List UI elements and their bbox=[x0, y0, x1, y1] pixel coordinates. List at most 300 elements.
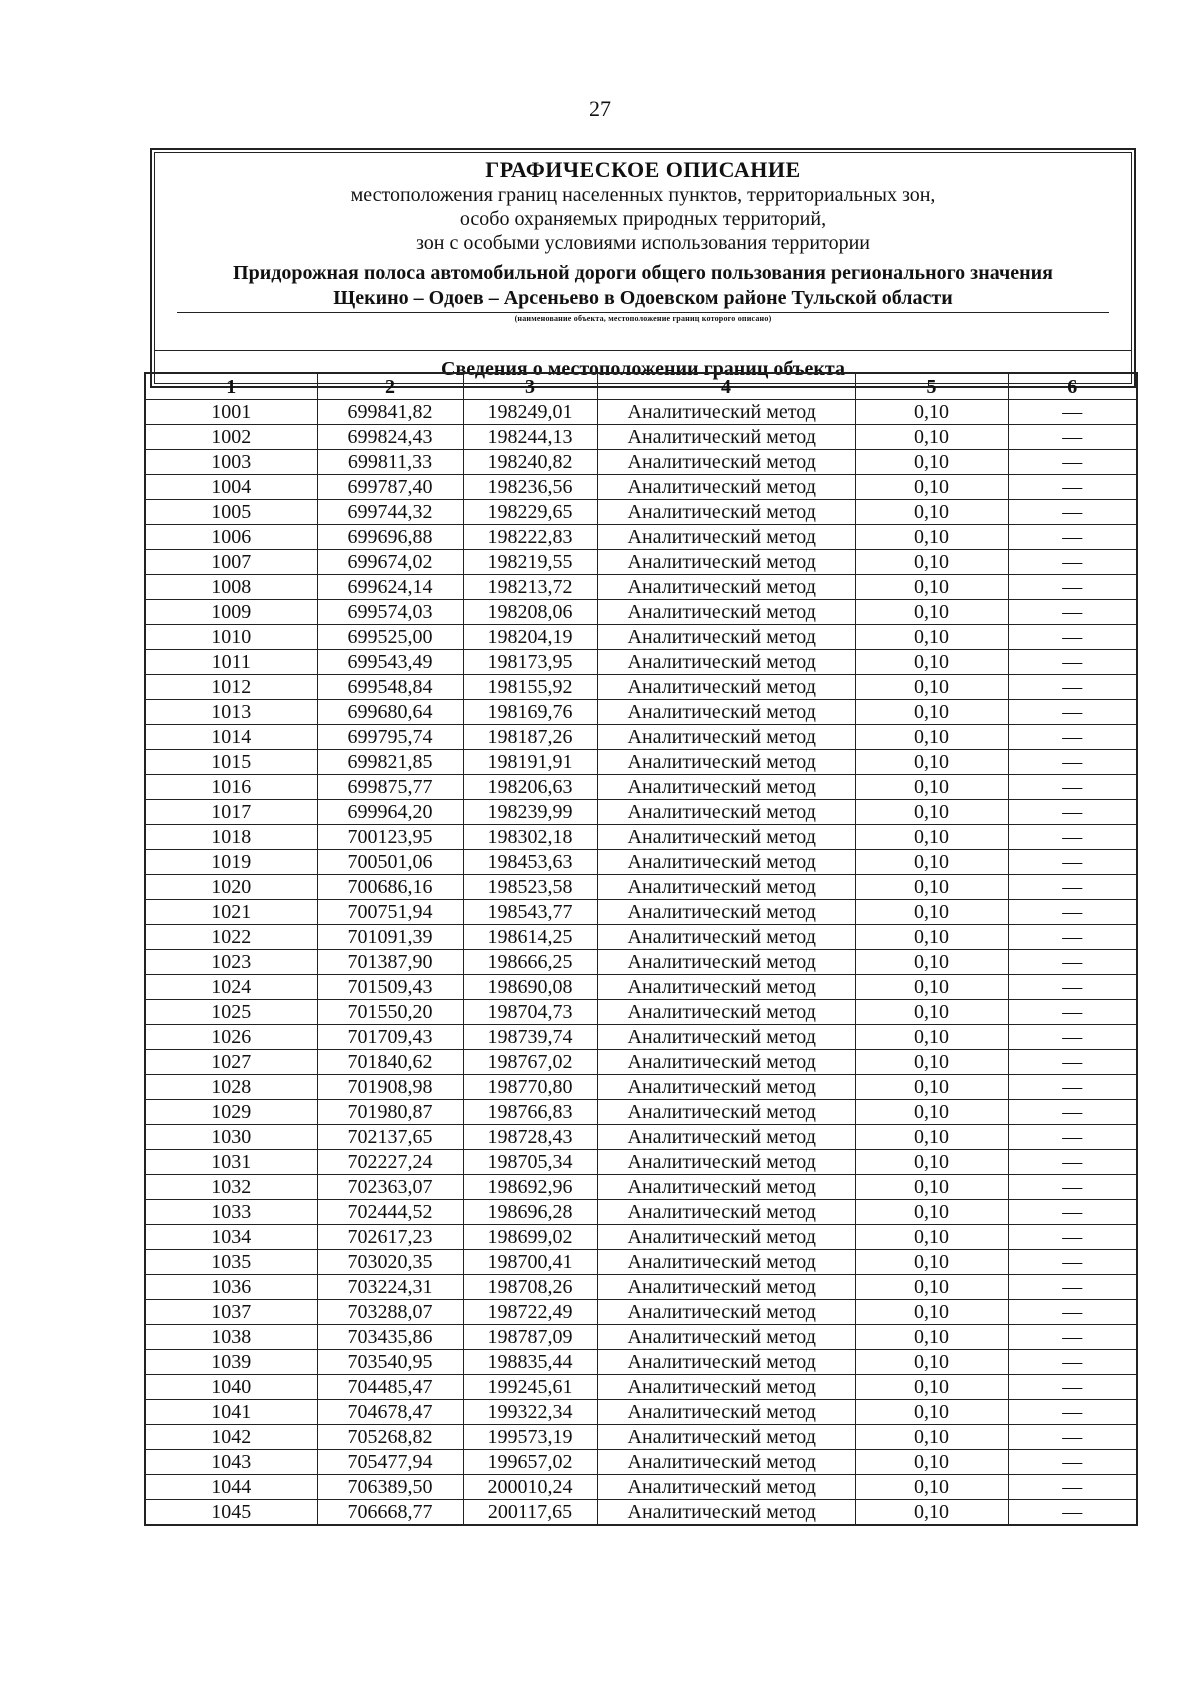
point-number-cell: 1029 bbox=[145, 1100, 317, 1125]
coordinate-y-cell: 198236,56 bbox=[463, 475, 597, 500]
coordinate-y-cell: 198208,06 bbox=[463, 600, 597, 625]
description-cell: — bbox=[1008, 1025, 1137, 1050]
table-row bbox=[145, 450, 1137, 475]
coordinate-x-cell: 699787,40 bbox=[317, 475, 463, 500]
point-number-cell: 1022 bbox=[145, 925, 317, 950]
method-cell: Аналитический метод bbox=[597, 1275, 855, 1300]
method-cell: Аналитический метод bbox=[597, 1375, 855, 1400]
coordinate-y-cell: 198722,49 bbox=[463, 1300, 597, 1325]
coordinate-y-cell: 198543,77 bbox=[463, 900, 597, 925]
table-row bbox=[145, 1500, 1137, 1526]
point-number-cell: 1031 bbox=[145, 1150, 317, 1175]
table-row bbox=[145, 475, 1137, 500]
description-cell: — bbox=[1008, 1300, 1137, 1325]
description-cell: — bbox=[1008, 950, 1137, 975]
description-cell: — bbox=[1008, 750, 1137, 775]
column-header: 1 bbox=[145, 373, 317, 400]
description-cell: — bbox=[1008, 600, 1137, 625]
method-cell: Аналитический метод bbox=[597, 600, 855, 625]
coordinate-y-cell: 199245,61 bbox=[463, 1375, 597, 1400]
description-cell: — bbox=[1008, 1250, 1137, 1275]
table-row bbox=[145, 1425, 1137, 1450]
point-number-cell: 1036 bbox=[145, 1275, 317, 1300]
coordinate-x-cell: 699624,14 bbox=[317, 575, 463, 600]
precision-cell: 0,10 bbox=[855, 525, 1008, 550]
table-row bbox=[145, 575, 1137, 600]
coordinate-x-cell: 701509,43 bbox=[317, 975, 463, 1000]
method-cell: Аналитический метод bbox=[597, 1150, 855, 1175]
method-cell: Аналитический метод bbox=[597, 1350, 855, 1375]
method-cell: Аналитический метод bbox=[597, 500, 855, 525]
method-cell: Аналитический метод bbox=[597, 475, 855, 500]
table-row bbox=[145, 875, 1137, 900]
coordinate-x-cell: 699548,84 bbox=[317, 675, 463, 700]
coordinate-y-cell: 198222,83 bbox=[463, 525, 597, 550]
coordinate-y-cell: 198173,95 bbox=[463, 650, 597, 675]
object-name-caption: (наименование объекта, местоположение границ которого описано) bbox=[514, 314, 772, 323]
coordinate-x-cell: 700686,16 bbox=[317, 875, 463, 900]
coordinate-y-cell: 198206,63 bbox=[463, 775, 597, 800]
point-number-cell: 1040 bbox=[145, 1375, 317, 1400]
document-header-frame bbox=[150, 148, 1136, 388]
method-cell: Аналитический метод bbox=[597, 550, 855, 575]
coordinate-x-cell: 701709,43 bbox=[317, 1025, 463, 1050]
coordinate-x-cell: 703288,07 bbox=[317, 1300, 463, 1325]
precision-cell: 0,10 bbox=[855, 1375, 1008, 1400]
method-cell: Аналитический метод bbox=[597, 1025, 855, 1050]
point-number-cell: 1045 bbox=[145, 1500, 317, 1526]
table-row bbox=[145, 425, 1137, 450]
precision-cell: 0,10 bbox=[855, 450, 1008, 475]
method-cell: Аналитический метод bbox=[597, 1100, 855, 1125]
description-cell: — bbox=[1008, 1000, 1137, 1025]
coordinate-x-cell: 706668,77 bbox=[317, 1500, 463, 1526]
method-cell: Аналитический метод bbox=[597, 650, 855, 675]
coordinate-y-cell: 198767,02 bbox=[463, 1050, 597, 1075]
object-name-line: Щекино – Одоев – Арсеньево в Одоевском районе Тульской области bbox=[333, 287, 953, 309]
description-cell: — bbox=[1008, 975, 1137, 1000]
coordinate-y-cell: 199322,34 bbox=[463, 1400, 597, 1425]
precision-cell: 0,10 bbox=[855, 1025, 1008, 1050]
method-cell: Аналитический метод bbox=[597, 1400, 855, 1425]
point-number-cell: 1005 bbox=[145, 500, 317, 525]
point-number-cell: 1011 bbox=[145, 650, 317, 675]
precision-cell: 0,10 bbox=[855, 800, 1008, 825]
coordinate-x-cell: 700123,95 bbox=[317, 825, 463, 850]
coordinate-x-cell: 700501,06 bbox=[317, 850, 463, 875]
coordinate-y-cell: 198690,08 bbox=[463, 975, 597, 1000]
coordinate-x-cell: 701840,62 bbox=[317, 1050, 463, 1075]
precision-cell: 0,10 bbox=[855, 700, 1008, 725]
coordinate-y-cell: 198244,13 bbox=[463, 425, 597, 450]
coordinate-y-cell: 198728,43 bbox=[463, 1125, 597, 1150]
precision-cell: 0,10 bbox=[855, 975, 1008, 1000]
description-cell: — bbox=[1008, 525, 1137, 550]
column-header: 2 bbox=[317, 373, 463, 400]
point-number-cell: 1042 bbox=[145, 1425, 317, 1450]
description-cell: — bbox=[1008, 1075, 1137, 1100]
coordinate-y-cell: 198229,65 bbox=[463, 500, 597, 525]
object-name-line: Придорожная полоса автомобильной дороги общего пользования регионального значения bbox=[233, 262, 1053, 284]
precision-cell: 0,10 bbox=[855, 650, 1008, 675]
method-cell: Аналитический метод bbox=[597, 625, 855, 650]
coordinate-x-cell: 699680,64 bbox=[317, 700, 463, 725]
description-cell: — bbox=[1008, 625, 1137, 650]
coordinate-x-cell: 703540,95 bbox=[317, 1350, 463, 1375]
coordinate-y-cell: 198302,18 bbox=[463, 825, 597, 850]
point-number-cell: 1035 bbox=[145, 1250, 317, 1275]
coordinate-y-cell: 198240,82 bbox=[463, 450, 597, 475]
precision-cell: 0,10 bbox=[855, 475, 1008, 500]
coordinate-y-cell: 199657,02 bbox=[463, 1450, 597, 1475]
coordinate-y-cell: 198739,74 bbox=[463, 1025, 597, 1050]
method-cell: Аналитический метод bbox=[597, 450, 855, 475]
method-cell: Аналитический метод bbox=[597, 1425, 855, 1450]
point-number-cell: 1026 bbox=[145, 1025, 317, 1050]
method-cell: Аналитический метод bbox=[597, 575, 855, 600]
point-number-cell: 1030 bbox=[145, 1125, 317, 1150]
coordinate-y-cell: 198213,72 bbox=[463, 575, 597, 600]
table-row bbox=[145, 1150, 1137, 1175]
method-cell: Аналитический метод bbox=[597, 1300, 855, 1325]
precision-cell: 0,10 bbox=[855, 500, 1008, 525]
coordinate-y-cell: 198766,83 bbox=[463, 1100, 597, 1125]
description-cell: — bbox=[1008, 775, 1137, 800]
coordinate-y-cell: 198692,96 bbox=[463, 1175, 597, 1200]
description-cell: — bbox=[1008, 925, 1137, 950]
precision-cell: 0,10 bbox=[855, 675, 1008, 700]
coordinate-y-cell: 198700,41 bbox=[463, 1250, 597, 1275]
precision-cell: 0,10 bbox=[855, 1075, 1008, 1100]
subtitle-line: местоположения границ населенных пунктов, территориальных зон, bbox=[350, 184, 936, 206]
description-cell: — bbox=[1008, 1425, 1137, 1450]
description-cell: — bbox=[1008, 800, 1137, 825]
section-title: Сведения о местоположении границ объекта bbox=[155, 350, 1131, 383]
description-cell: — bbox=[1008, 1500, 1137, 1526]
description-cell: — bbox=[1008, 825, 1137, 850]
point-number-cell: 1009 bbox=[145, 600, 317, 625]
point-number-cell: 1043 bbox=[145, 1450, 317, 1475]
precision-cell: 0,10 bbox=[855, 1150, 1008, 1175]
point-number-cell: 1001 bbox=[145, 400, 317, 425]
method-cell: Аналитический метод bbox=[597, 1175, 855, 1200]
coordinate-y-cell: 198219,55 bbox=[463, 550, 597, 575]
table-row bbox=[145, 850, 1137, 875]
coordinate-x-cell: 699525,00 bbox=[317, 625, 463, 650]
precision-cell: 0,10 bbox=[855, 625, 1008, 650]
point-number-cell: 1004 bbox=[145, 475, 317, 500]
precision-cell: 0,10 bbox=[855, 425, 1008, 450]
table-row bbox=[145, 1250, 1137, 1275]
page-number: 27 bbox=[589, 96, 611, 121]
precision-cell: 0,10 bbox=[855, 600, 1008, 625]
method-cell: Аналитический метод bbox=[597, 950, 855, 975]
point-number-cell: 1015 bbox=[145, 750, 317, 775]
description-cell: — bbox=[1008, 675, 1137, 700]
coordinate-x-cell: 702617,23 bbox=[317, 1225, 463, 1250]
description-cell: — bbox=[1008, 1050, 1137, 1075]
method-cell: Аналитический метод bbox=[597, 400, 855, 425]
precision-cell: 0,10 bbox=[855, 1325, 1008, 1350]
description-cell: — bbox=[1008, 1375, 1137, 1400]
table-row bbox=[145, 1200, 1137, 1225]
coordinate-y-cell: 198708,26 bbox=[463, 1275, 597, 1300]
method-cell: Аналитический метод bbox=[597, 425, 855, 450]
description-cell: — bbox=[1008, 450, 1137, 475]
table-row bbox=[145, 1400, 1137, 1425]
subtitle-line: особо охраняемых природных территорий, bbox=[459, 208, 827, 230]
table-row bbox=[145, 1175, 1137, 1200]
precision-cell: 0,10 bbox=[855, 825, 1008, 850]
coordinate-x-cell: 699543,49 bbox=[317, 650, 463, 675]
point-number-cell: 1037 bbox=[145, 1300, 317, 1325]
column-header: 5 bbox=[855, 373, 1008, 400]
coordinate-x-cell: 699811,33 bbox=[317, 450, 463, 475]
point-number-cell: 1020 bbox=[145, 875, 317, 900]
description-cell: — bbox=[1008, 1150, 1137, 1175]
precision-cell: 0,10 bbox=[855, 875, 1008, 900]
table-row bbox=[145, 600, 1137, 625]
precision-cell: 0,10 bbox=[855, 1275, 1008, 1300]
method-cell: Аналитический метод bbox=[597, 900, 855, 925]
coordinate-x-cell: 699964,20 bbox=[317, 800, 463, 825]
description-cell: — bbox=[1008, 425, 1137, 450]
table-row bbox=[145, 1000, 1137, 1025]
coordinate-x-cell: 701387,90 bbox=[317, 950, 463, 975]
coordinate-x-cell: 703224,31 bbox=[317, 1275, 463, 1300]
table-row bbox=[145, 800, 1137, 825]
precision-cell: 0,10 bbox=[855, 1100, 1008, 1125]
description-cell: — bbox=[1008, 400, 1137, 425]
coordinate-x-cell: 699824,43 bbox=[317, 425, 463, 450]
coordinate-y-cell: 198155,92 bbox=[463, 675, 597, 700]
coordinate-y-cell: 198787,09 bbox=[463, 1325, 597, 1350]
coordinate-x-cell: 699674,02 bbox=[317, 550, 463, 575]
table-row bbox=[145, 1100, 1137, 1125]
table-row bbox=[145, 1450, 1137, 1475]
table-row bbox=[145, 950, 1137, 975]
table-body bbox=[145, 400, 1137, 1526]
column-header: 3 bbox=[463, 373, 597, 400]
coordinate-y-cell: 198705,34 bbox=[463, 1150, 597, 1175]
table-row bbox=[145, 525, 1137, 550]
point-number-cell: 1033 bbox=[145, 1200, 317, 1225]
coordinate-x-cell: 703020,35 bbox=[317, 1250, 463, 1275]
subtitle-line: зон с особыми условиями использования территории bbox=[415, 232, 871, 254]
precision-cell: 0,10 bbox=[855, 1125, 1008, 1150]
method-cell: Аналитический метод bbox=[597, 925, 855, 950]
coordinate-x-cell: 702444,52 bbox=[317, 1200, 463, 1225]
coordinate-y-cell: 198699,02 bbox=[463, 1225, 597, 1250]
point-number-cell: 1044 bbox=[145, 1475, 317, 1500]
description-cell: — bbox=[1008, 1350, 1137, 1375]
coordinate-x-cell: 701908,98 bbox=[317, 1075, 463, 1100]
coordinate-x-cell: 701980,87 bbox=[317, 1100, 463, 1125]
coordinate-y-cell: 198614,25 bbox=[463, 925, 597, 950]
method-cell: Аналитический метод bbox=[597, 775, 855, 800]
description-cell: — bbox=[1008, 475, 1137, 500]
point-number-cell: 1034 bbox=[145, 1225, 317, 1250]
coordinate-x-cell: 702227,24 bbox=[317, 1150, 463, 1175]
method-cell: Аналитический метод bbox=[597, 1325, 855, 1350]
coordinate-x-cell: 706389,50 bbox=[317, 1475, 463, 1500]
point-number-cell: 1006 bbox=[145, 525, 317, 550]
point-number-cell: 1008 bbox=[145, 575, 317, 600]
description-cell: — bbox=[1008, 1225, 1137, 1250]
precision-cell: 0,10 bbox=[855, 1400, 1008, 1425]
coordinate-y-cell: 198249,01 bbox=[463, 400, 597, 425]
point-number-cell: 1024 bbox=[145, 975, 317, 1000]
method-cell: Аналитический метод bbox=[597, 875, 855, 900]
coordinate-x-cell: 699875,77 bbox=[317, 775, 463, 800]
precision-cell: 0,10 bbox=[855, 1425, 1008, 1450]
coordinate-x-cell: 705268,82 bbox=[317, 1425, 463, 1450]
coordinate-y-cell: 198835,44 bbox=[463, 1350, 597, 1375]
description-cell: — bbox=[1008, 850, 1137, 875]
coordinate-x-cell: 699574,03 bbox=[317, 600, 463, 625]
precision-cell: 0,10 bbox=[855, 725, 1008, 750]
coordinate-x-cell: 699841,82 bbox=[317, 400, 463, 425]
coordinate-y-cell: 198453,63 bbox=[463, 850, 597, 875]
table-row bbox=[145, 675, 1137, 700]
table-row bbox=[145, 650, 1137, 675]
point-number-cell: 1014 bbox=[145, 725, 317, 750]
method-cell: Аналитический метод bbox=[597, 975, 855, 1000]
description-cell: — bbox=[1008, 1100, 1137, 1125]
coordinate-x-cell: 705477,94 bbox=[317, 1450, 463, 1475]
table-row bbox=[145, 1075, 1137, 1100]
point-number-cell: 1038 bbox=[145, 1325, 317, 1350]
coordinate-y-cell: 198204,19 bbox=[463, 625, 597, 650]
table-row bbox=[145, 550, 1137, 575]
coordinate-x-cell: 704678,47 bbox=[317, 1400, 463, 1425]
coordinate-x-cell: 699821,85 bbox=[317, 750, 463, 775]
description-cell: — bbox=[1008, 1125, 1137, 1150]
coordinate-y-cell: 198191,91 bbox=[463, 750, 597, 775]
description-cell: — bbox=[1008, 1175, 1137, 1200]
document-header bbox=[155, 153, 1131, 324]
point-number-cell: 1027 bbox=[145, 1050, 317, 1075]
method-cell: Аналитический метод bbox=[597, 1475, 855, 1500]
coordinate-x-cell: 702137,65 bbox=[317, 1125, 463, 1150]
method-cell: Аналитический метод bbox=[597, 1075, 855, 1100]
table-row bbox=[145, 725, 1137, 750]
method-cell: Аналитический метод bbox=[597, 725, 855, 750]
description-cell: — bbox=[1008, 1475, 1137, 1500]
point-number-cell: 1023 bbox=[145, 950, 317, 975]
precision-cell: 0,10 bbox=[855, 1250, 1008, 1275]
precision-cell: 0,10 bbox=[855, 850, 1008, 875]
coordinate-y-cell: 198523,58 bbox=[463, 875, 597, 900]
point-number-cell: 1028 bbox=[145, 1075, 317, 1100]
precision-cell: 0,10 bbox=[855, 950, 1008, 975]
column-header: 6 bbox=[1008, 373, 1137, 400]
description-cell: — bbox=[1008, 700, 1137, 725]
precision-cell: 0,10 bbox=[855, 1450, 1008, 1475]
coordinate-x-cell: 699696,88 bbox=[317, 525, 463, 550]
table-row bbox=[145, 775, 1137, 800]
table-row bbox=[145, 925, 1137, 950]
precision-cell: 0,10 bbox=[855, 1225, 1008, 1250]
table-header-row bbox=[145, 373, 1137, 400]
precision-cell: 0,10 bbox=[855, 775, 1008, 800]
table-row bbox=[145, 900, 1137, 925]
precision-cell: 0,10 bbox=[855, 1300, 1008, 1325]
coordinate-x-cell: 703435,86 bbox=[317, 1325, 463, 1350]
precision-cell: 0,10 bbox=[855, 550, 1008, 575]
document-title: ГРАФИЧЕСКОЕ ОПИСАНИЕ bbox=[485, 157, 801, 182]
table-row bbox=[145, 750, 1137, 775]
precision-cell: 0,10 bbox=[855, 1050, 1008, 1075]
precision-cell: 0,10 bbox=[855, 575, 1008, 600]
description-cell: — bbox=[1008, 725, 1137, 750]
coordinate-x-cell: 702363,07 bbox=[317, 1175, 463, 1200]
coordinate-y-cell: 200117,65 bbox=[463, 1500, 597, 1526]
method-cell: Аналитический метод bbox=[597, 800, 855, 825]
coordinate-y-cell: 198169,76 bbox=[463, 700, 597, 725]
table-row bbox=[145, 1300, 1137, 1325]
method-cell: Аналитический метод bbox=[597, 850, 855, 875]
coordinates-table bbox=[144, 372, 1138, 1526]
method-cell: Аналитический метод bbox=[597, 750, 855, 775]
point-number-cell: 1017 bbox=[145, 800, 317, 825]
coordinate-x-cell: 699744,32 bbox=[317, 500, 463, 525]
method-cell: Аналитический метод bbox=[597, 525, 855, 550]
point-number-cell: 1039 bbox=[145, 1350, 317, 1375]
description-cell: — bbox=[1008, 875, 1137, 900]
method-cell: Аналитический метод bbox=[597, 1450, 855, 1475]
method-cell: Аналитический метод bbox=[597, 1050, 855, 1075]
point-number-cell: 1018 bbox=[145, 825, 317, 850]
object-name bbox=[155, 261, 1131, 311]
description-cell: — bbox=[1008, 1200, 1137, 1225]
method-cell: Аналитический метод bbox=[597, 1200, 855, 1225]
point-number-cell: 1012 bbox=[145, 675, 317, 700]
description-cell: — bbox=[1008, 1400, 1137, 1425]
method-cell: Аналитический метод bbox=[597, 1250, 855, 1275]
point-number-cell: 1021 bbox=[145, 900, 317, 925]
coordinate-x-cell: 701550,20 bbox=[317, 1000, 463, 1025]
description-cell: — bbox=[1008, 550, 1137, 575]
point-number-cell: 1010 bbox=[145, 625, 317, 650]
point-number-cell: 1041 bbox=[145, 1400, 317, 1425]
coordinate-y-cell: 198696,28 bbox=[463, 1200, 597, 1225]
table-row bbox=[145, 400, 1137, 425]
precision-cell: 0,10 bbox=[855, 925, 1008, 950]
precision-cell: 0,10 bbox=[855, 1475, 1008, 1500]
method-cell: Аналитический метод bbox=[597, 1500, 855, 1526]
coordinate-y-cell: 198770,80 bbox=[463, 1075, 597, 1100]
coordinate-x-cell: 699795,74 bbox=[317, 725, 463, 750]
description-cell: — bbox=[1008, 1275, 1137, 1300]
precision-cell: 0,10 bbox=[855, 1000, 1008, 1025]
description-cell: — bbox=[1008, 500, 1137, 525]
coordinate-y-cell: 199573,19 bbox=[463, 1425, 597, 1450]
point-number-cell: 1032 bbox=[145, 1175, 317, 1200]
precision-cell: 0,10 bbox=[855, 400, 1008, 425]
method-cell: Аналитический метод bbox=[597, 700, 855, 725]
description-cell: — bbox=[1008, 575, 1137, 600]
method-cell: Аналитический метод bbox=[597, 1000, 855, 1025]
table-row bbox=[145, 1225, 1137, 1250]
point-number-cell: 1002 bbox=[145, 425, 317, 450]
precision-cell: 0,10 bbox=[855, 1350, 1008, 1375]
method-cell: Аналитический метод bbox=[597, 1225, 855, 1250]
table-row bbox=[145, 1275, 1137, 1300]
table-row bbox=[145, 700, 1137, 725]
point-number-cell: 1019 bbox=[145, 850, 317, 875]
description-cell: — bbox=[1008, 1450, 1137, 1475]
